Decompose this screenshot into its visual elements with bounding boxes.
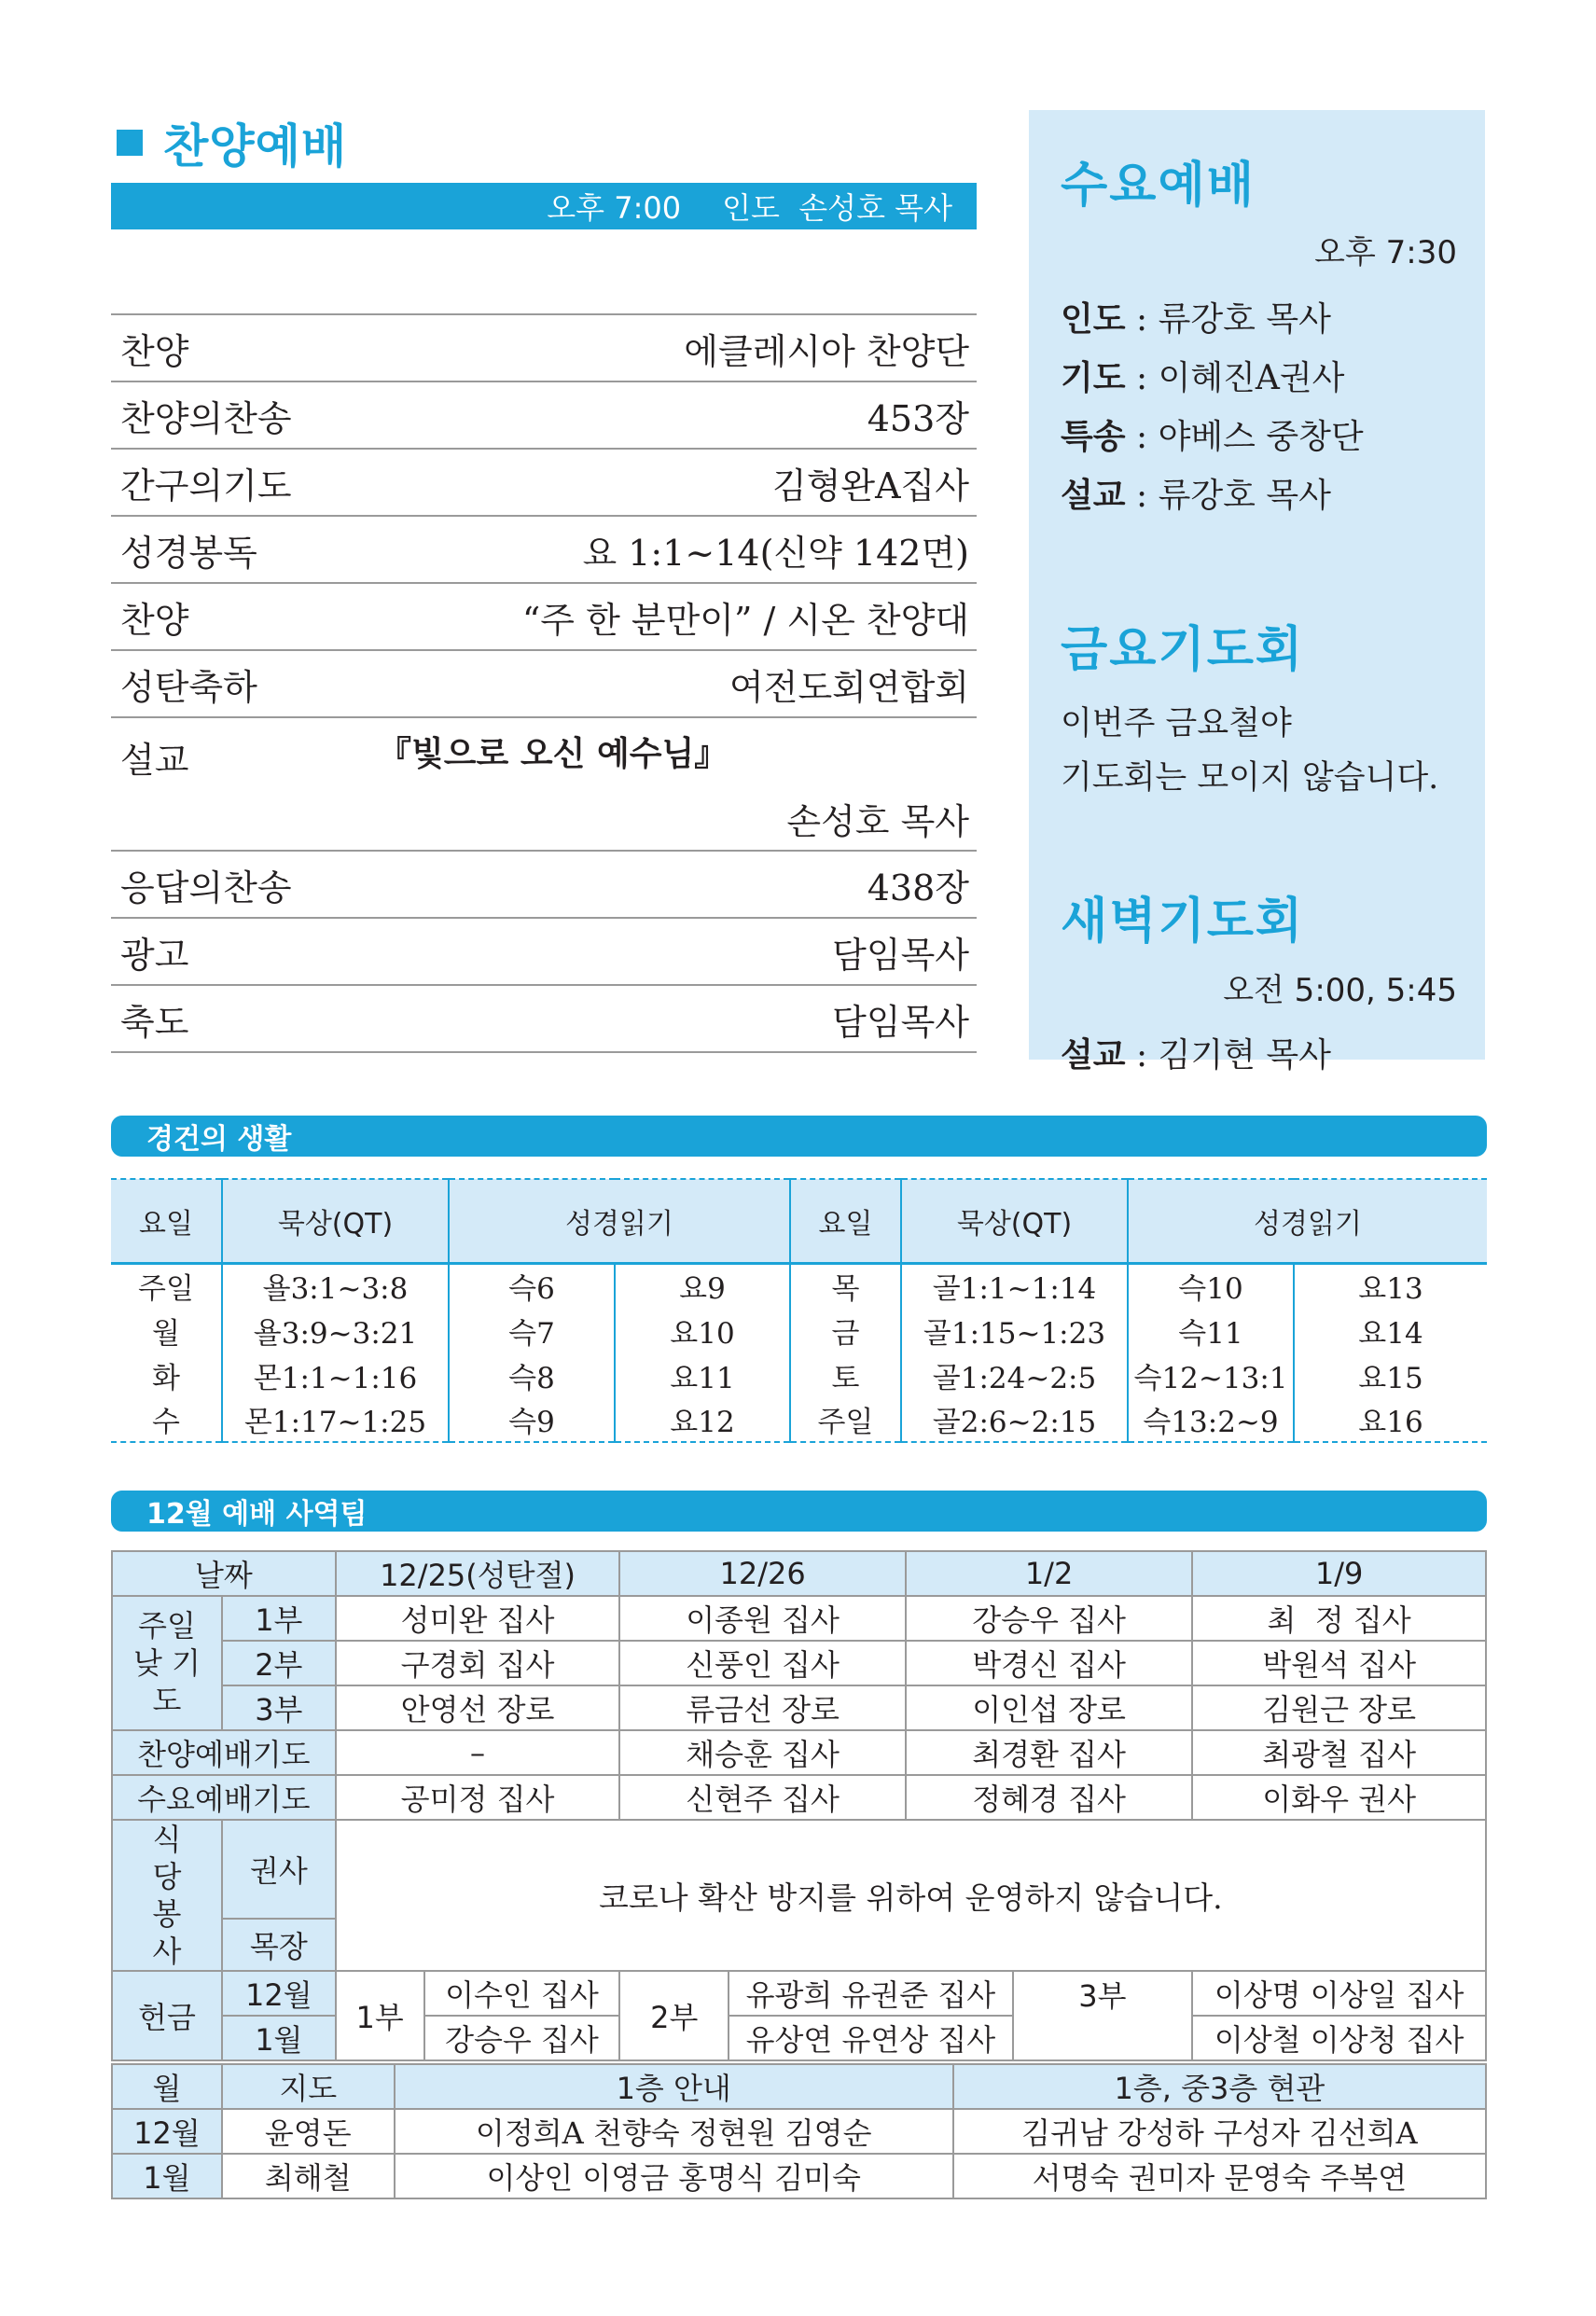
friday-prayer-title: 금요기도회 — [1061, 622, 1305, 678]
order-value: “주 한 분만이” / 시온 찬양대 — [521, 599, 969, 641]
reading-cell: 요9 — [615, 1263, 790, 1308]
day-cell: 목 — [790, 1263, 901, 1308]
order-value: 담임목사 — [832, 934, 969, 976]
day-cell: 수 — [111, 1397, 222, 1442]
date-cell: 12/26 — [619, 1551, 906, 1596]
line-key: 설교 — [1061, 1036, 1126, 1075]
name-cell: 안영선 장로 — [336, 1685, 620, 1730]
part-label: 2부 — [619, 1971, 729, 2060]
usher-header-row — [112, 2064, 1486, 2109]
worship-order-list — [111, 313, 977, 1053]
name-cell: 이인섭 장로 — [906, 1685, 1192, 1730]
usher-col-floor1: 1층 안내 — [395, 2064, 953, 2109]
reading-cell: 슥11 — [1128, 1308, 1294, 1352]
order-row — [111, 382, 977, 450]
square-bullet-icon — [117, 130, 143, 156]
devotion-col-reading: 성경읽기 — [1128, 1179, 1487, 1263]
name-cell: 신풍인 집사 — [619, 1641, 906, 1685]
devotion-col-qt: 묵상(QT) — [901, 1179, 1128, 1263]
usher-col-entrance: 1층, 중3층 현관 — [953, 2064, 1486, 2109]
reading-cell: 슥12~13:1 — [1128, 1352, 1294, 1397]
order-label: 광고 — [120, 934, 189, 976]
praise-prayer-label: 찬양예배기도 — [112, 1730, 336, 1775]
names-cell: 이정희A 천향숙 정현원 김영순 — [395, 2109, 953, 2154]
name-cell: 김원근 장로 — [1192, 1685, 1486, 1730]
devotion-table — [111, 1178, 1487, 1443]
friday-notice-line1: 이번주 금요철야 — [1061, 705, 1292, 742]
name-cell: 박원석 집사 — [1192, 1641, 1486, 1685]
devotion-col-qt: 묵상(QT) — [222, 1179, 449, 1263]
dawn-prayer-title: 새벽기도회 — [1061, 894, 1305, 950]
reading-cell: 슥6 — [449, 1263, 615, 1308]
kitchen-row — [112, 1820, 1486, 1919]
line-key: 설교 — [1061, 477, 1126, 515]
part-label: 3부 — [1013, 1971, 1193, 2016]
praise-prayer-row — [112, 1730, 1486, 1775]
date-label: 날짜 — [112, 1551, 336, 1596]
devotion-row — [111, 1308, 1487, 1352]
kitchen-label: 식당 봉사 — [112, 1820, 222, 1971]
order-value: 여전도회연합회 — [729, 666, 969, 708]
devotion-title: 경건의 생활 — [146, 1123, 292, 1156]
line-value: : 야베스 중창단 — [1125, 418, 1364, 456]
name-cell: 박경신 집사 — [906, 1641, 1192, 1685]
devotion-col-day: 요일 — [790, 1179, 901, 1263]
devotion-header — [111, 1116, 1487, 1157]
usher-row — [112, 2109, 1486, 2154]
reading-cell: 요13 — [1294, 1263, 1487, 1308]
usher-row — [112, 2154, 1486, 2198]
offering-label: 헌금 — [112, 1971, 222, 2060]
other-services-box — [1029, 110, 1485, 1075]
usher-table — [111, 2063, 1487, 2199]
order-label: 성경봉독 — [120, 532, 257, 574]
offering-row — [112, 2016, 1486, 2060]
order-row — [111, 584, 977, 651]
name-cell: 강승우 집사 — [906, 1596, 1192, 1641]
order-row — [111, 852, 977, 919]
qt-cell: 욜3:1~3:8 — [222, 1263, 449, 1308]
name-cell: 이수인 집사 — [424, 1971, 620, 2016]
praise-service-leader: 인도 손성호 목사 — [722, 190, 952, 226]
wednesday-line — [1061, 410, 1457, 458]
dawn-prayer-time: 오전 5:00, 5:45 — [1223, 972, 1457, 1009]
order-value: 담임목사 — [832, 1001, 969, 1043]
praise-service-title: 찬양예배 — [163, 119, 348, 173]
order-value: 김형완A집사 — [772, 465, 969, 506]
praise-service-info-bar — [111, 183, 977, 229]
wednesday-service-time: 오후 7:30 — [1314, 234, 1457, 271]
order-label: 간구의기도 — [120, 465, 292, 506]
wednesday-prayer-row — [112, 1775, 1486, 1820]
line-value: : 류강호 목사 — [1125, 477, 1331, 515]
month-label: 12월 — [222, 1971, 336, 2016]
qt-cell: 골2:6~2:15 — [901, 1397, 1128, 1442]
part-label: 1부 — [336, 1971, 424, 2060]
name-cell: 유광희 유권준 집사 — [729, 1971, 1012, 2016]
sunday-prayer-row — [112, 1641, 1486, 1685]
date-cell: 12/25(성탄절) — [336, 1551, 620, 1596]
wednesday-service-title: 수요예배 — [1061, 158, 1256, 214]
usher-col-month: 월 — [112, 2064, 222, 2109]
line-value: : 김기현 목사 — [1125, 1036, 1331, 1075]
month-label: 1월 — [222, 2016, 336, 2060]
name-cell: 이상명 이상일 집사 — [1192, 1971, 1486, 2016]
wednesday-line — [1061, 293, 1457, 340]
line-value: : 이혜진A권사 — [1125, 359, 1345, 397]
order-label: 찬양 — [120, 330, 189, 372]
names-cell: 서명숙 권미자 문영숙 주복연 — [953, 2154, 1486, 2198]
part-label: 2부 — [222, 1641, 336, 1685]
name-cell: – — [336, 1730, 620, 1775]
order-label: 축도 — [120, 1001, 189, 1043]
sunday-prayer-row — [112, 1685, 1486, 1730]
order-row — [111, 450, 977, 517]
kitchen-sub-label: 권사 — [222, 1820, 336, 1919]
devotion-header-row — [111, 1179, 1487, 1263]
day-cell: 주일 — [138, 1272, 194, 1307]
name-cell: 이상철 이상청 집사 — [1192, 2016, 1486, 2060]
sunday-prayer-row — [112, 1596, 1486, 1641]
order-row — [111, 986, 977, 1053]
reading-cell: 슥8 — [449, 1352, 615, 1397]
devotion-col-reading: 성경읽기 — [449, 1179, 790, 1263]
praise-service-time: 오후 7:00 — [547, 190, 682, 226]
order-row — [111, 651, 977, 718]
date-cell: 1/9 — [1192, 1551, 1486, 1596]
order-value: 438장 — [867, 867, 969, 908]
wednesday-prayer-label: 수요예배기도 — [112, 1775, 336, 1820]
name-cell: 최경환 집사 — [906, 1730, 1192, 1775]
wednesday-line — [1061, 469, 1457, 517]
devotion-col-day: 요일 — [111, 1179, 222, 1263]
day-cell: 화 — [152, 1361, 180, 1395]
name-cell: 채승훈 집사 — [619, 1730, 906, 1775]
order-label: 찬양의찬송 — [120, 397, 292, 439]
name-cell: 유상연 유연상 집사 — [729, 2016, 1012, 2060]
name-cell: 정혜경 집사 — [906, 1775, 1192, 1820]
part-label: 1부 — [222, 1596, 336, 1641]
part-spacer — [1013, 2016, 1193, 2060]
ministry-team-table — [111, 1550, 1487, 2061]
friday-notice-line2: 기도회는 모이지 않습니다. — [1061, 759, 1439, 797]
reading-cell: 요15 — [1294, 1352, 1487, 1397]
reading-cell: 슥10 — [1128, 1263, 1294, 1308]
order-label: 찬양 — [120, 599, 189, 641]
reading-cell: 요14 — [1294, 1308, 1487, 1352]
order-value: 요 1:1~14(신약 142면) — [582, 532, 969, 574]
line-key: 인도 — [1061, 300, 1126, 339]
line-key: 특송 — [1061, 418, 1126, 456]
devotion-row — [111, 1263, 1487, 1308]
month-cell: 1월 — [112, 2154, 222, 2198]
praise-service-section — [111, 110, 977, 1053]
qt-cell: 욜3:9~3:21 — [222, 1308, 449, 1352]
sermon-title: 『빛으로 오신 예수님』 — [378, 735, 729, 773]
qt-cell: 골1:15~1:23 — [901, 1308, 1128, 1352]
reading-cell: 요16 — [1294, 1397, 1487, 1442]
ministry-date-row — [112, 1551, 1486, 1596]
day-cell: 금 — [790, 1308, 901, 1352]
reading-cell: 요10 — [615, 1308, 790, 1352]
names-cell: 김귀남 강성하 구성자 김선희A — [953, 2109, 1486, 2154]
devotion-row — [111, 1352, 1487, 1397]
name-cell: 강승우 집사 — [424, 2016, 620, 2060]
name-cell: 이종원 집사 — [619, 1596, 906, 1641]
name-cell: 최광철 집사 — [1192, 1730, 1486, 1775]
sermon-row — [111, 718, 977, 852]
order-label: 성탄축하 — [120, 666, 257, 708]
ministry-header — [111, 1491, 1487, 1532]
order-value: 453장 — [867, 397, 969, 439]
dawn-line — [1061, 1029, 1457, 1076]
sermon-preacher: 손성호 목사 — [786, 801, 969, 842]
name-cell: 이화우 권사 — [1192, 1775, 1486, 1820]
name-cell: 최 정 집사 — [1192, 1596, 1486, 1641]
qt-cell: 골1:24~2:5 — [901, 1352, 1128, 1397]
praise-service-heading — [111, 110, 977, 175]
line-value: : 류강호 목사 — [1125, 300, 1331, 339]
wednesday-line — [1061, 352, 1457, 399]
sermon-label: 설교 — [120, 740, 189, 781]
name-cell: 구경회 집사 — [336, 1641, 620, 1685]
date-cell: 1/2 — [906, 1551, 1192, 1596]
kitchen-sub-label: 목장 — [222, 1919, 336, 1971]
ministry-title: 12월 예배 사역팀 — [146, 1498, 368, 1531]
name-cell: 류금선 장로 — [619, 1685, 906, 1730]
qt-cell: 몬1:1~1:16 — [222, 1352, 449, 1397]
name-cell: 신현주 집사 — [619, 1775, 906, 1820]
month-cell: 12월 — [112, 2109, 222, 2154]
offering-row — [112, 1971, 1486, 2016]
order-value: 에클레시아 찬양단 — [684, 330, 969, 372]
name-cell: 공미정 집사 — [336, 1775, 620, 1820]
qt-cell: 골1:1~1:14 — [901, 1263, 1128, 1308]
order-label: 응답의찬송 — [120, 867, 292, 908]
day-cell: 월 — [152, 1316, 180, 1351]
order-row — [111, 517, 977, 584]
usher-col-leader: 지도 — [222, 2064, 395, 2109]
sunday-prayer-label: 주일낮 기도 — [112, 1596, 222, 1730]
leader-cell: 최해철 — [222, 2154, 395, 2198]
kitchen-notice: 코로나 확산 방지를 위하여 운영하지 않습니다. — [336, 1820, 1486, 1971]
reading-cell: 슥7 — [449, 1308, 615, 1352]
part-label: 3부 — [222, 1685, 336, 1730]
reading-cell: 요12 — [615, 1397, 790, 1442]
reading-cell: 슥9 — [449, 1397, 615, 1442]
qt-cell: 몬1:17~1:25 — [222, 1397, 449, 1442]
order-row — [111, 919, 977, 986]
leader-cell: 윤영돈 — [222, 2109, 395, 2154]
name-cell: 성미완 집사 — [336, 1596, 620, 1641]
day-cell: 토 — [790, 1352, 901, 1397]
friday-prayer-notice — [1061, 697, 1457, 805]
names-cell: 이상인 이영금 홍명식 김미숙 — [395, 2154, 953, 2198]
day-cell: 주일 — [790, 1397, 901, 1442]
line-key: 기도 — [1061, 359, 1126, 397]
reading-cell: 슥13:2~9 — [1128, 1397, 1294, 1442]
devotion-row — [111, 1397, 1487, 1442]
order-row — [111, 315, 977, 382]
reading-cell: 요11 — [615, 1352, 790, 1397]
